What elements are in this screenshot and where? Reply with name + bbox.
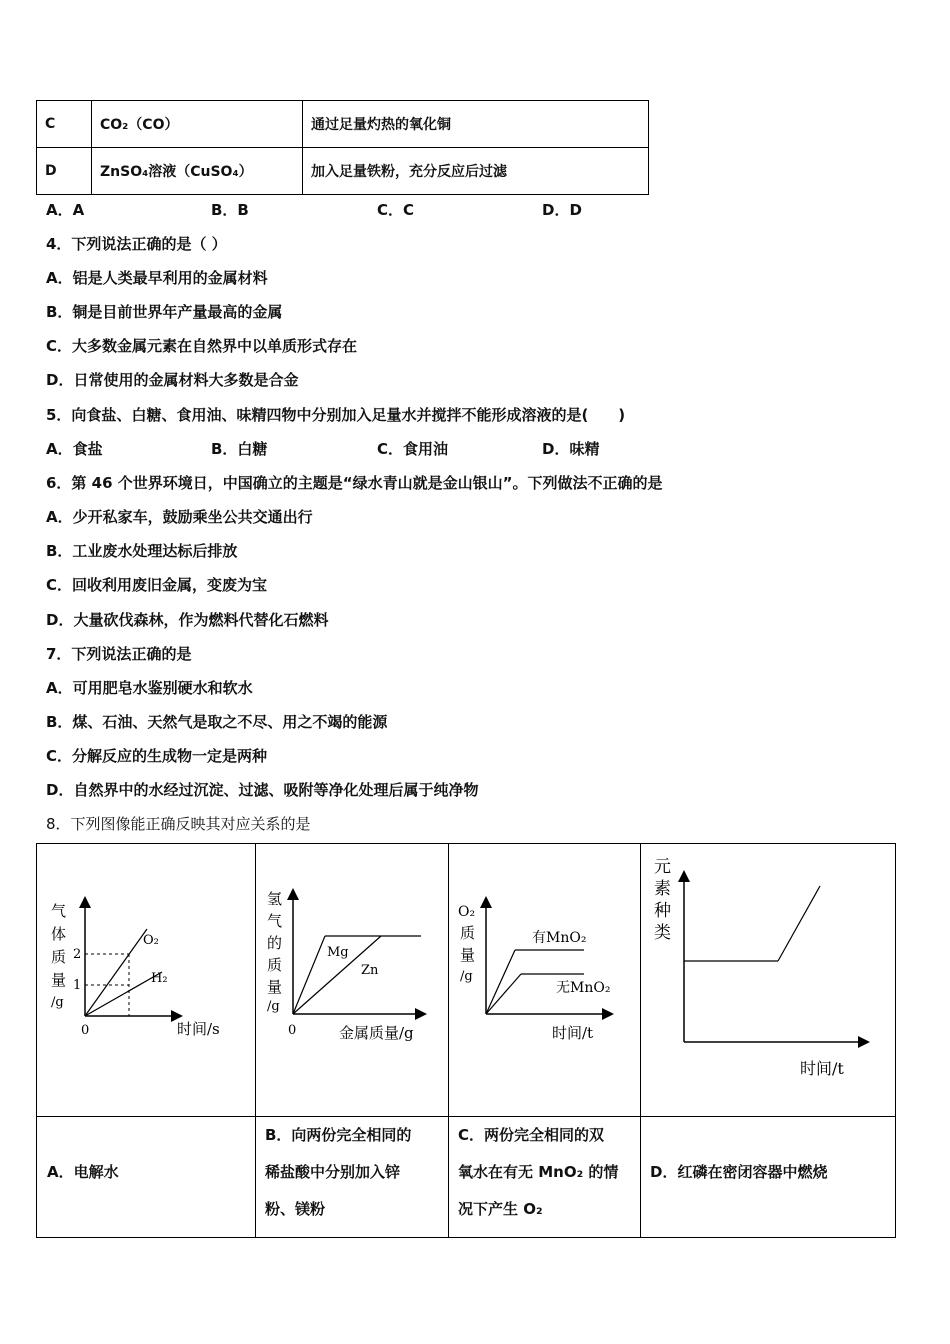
graph-a-ylabel: 量 [51,971,67,989]
q3-option-c: C．C [377,201,415,219]
graph-c-series-with-mno2: 有MnO₂ [532,930,587,946]
q4-option-c: C．大多数金属元素在自然界中以单质形式存在 [46,337,358,355]
q5-option-b: B．白糖 [211,440,268,458]
graph-a-yunit: /g [51,995,64,1010]
q5-stem: 5．向食盐、白糖、食用油、味精四物中分别加入足量水并搅拌不能形成溶液的是( ) [46,406,626,424]
table-row [37,101,649,148]
graph-c-ylabel: 质 [460,924,476,942]
q4-option-a: A．铝是人类最早利用的金属材料 [46,269,268,287]
graph-b-ylabel: 的 [267,934,283,952]
q3-option-d: D．D [542,201,582,219]
q5-option-c: C．食用油 [377,440,449,458]
graph-a-series-h2: H₂ [151,971,168,986]
graph-d-ylabel: 种 [654,901,671,921]
row-substance: CO₂（CO） [92,101,303,148]
q7-option-d: D．自然界中的水经过沉淀、过滤、吸附等净化处理后属于纯净物 [46,781,479,799]
graph-c-ylabel: 量 [460,946,476,964]
q4-option-d: D．日常使用的金属材料大多数是合金 [46,371,299,389]
row-label: C [37,101,92,148]
graph-a-tick: 1 [73,978,82,993]
caption-d: D．红磷在密闭容器中燃烧 [650,1163,828,1181]
graph-b-ylabel: 氢 [267,890,283,908]
graph-d [640,844,895,1116]
graph-a-origin: 0 [81,1023,90,1038]
graph-b-ylabel: 量 [267,978,283,996]
graph-a-ylabel: 气 [51,902,67,920]
q7-option-a: A．可用肥皂水鉴别硬水和软水 [46,679,253,697]
graph-d-xlabel: 时间/t [800,1059,844,1078]
q5-option-a: A．食盐 [46,440,103,458]
graph-c-xlabel: 时间/t [552,1024,594,1042]
q3-option-a: A．A [46,201,85,219]
graph-d-ylabel: 素 [654,879,671,899]
graph-d-ylabel: 类 [654,923,671,943]
q6-option-c: C．回收利用废旧金属，变废为宝 [46,576,268,594]
row-substance: ZnSO₄溶液（CuSO₄） [92,148,303,195]
q7-option-c: C．分解反应的生成物一定是两种 [46,747,268,765]
graph-a-xlabel: 时间/s [177,1020,220,1038]
caption-c: C．两份完全相同的双 氧水在有无 MnO₂ 的情 况下产生 O₂ [458,1126,619,1218]
caption-b: B．向两份完全相同的 稀盐酸中分别加入锌 粉、镁粉 [265,1126,412,1218]
graph-b-xlabel: 金属质量/g [339,1024,414,1042]
q6-option-a: A．少开私家车，鼓励乘坐公共交通出行 [46,508,313,526]
q6-stem: 6．第 46 个世界环境日，中国确立的主题是“绿水青山就是金山银山”。下列做法不正确的是 [46,474,663,492]
q6-option-b: B．工业废水处理达标后排放 [46,542,238,560]
graph-b-origin: 0 [288,1023,297,1038]
q7-stem: 7．下列说法正确的是 [46,645,192,663]
graph-c-ylabel-o2: O₂ [458,904,476,920]
graph-a-ylabel: 质 [51,948,67,966]
graph-c-series-without-mno2: 无MnO₂ [556,980,611,996]
graph-b-series-mg: Mg [327,945,349,960]
caption-a: A．电解水 [47,1163,119,1181]
q5-option-d: D．味精 [542,440,600,458]
row-method: 通过足量灼热的氧化铜 [303,101,649,148]
row-method: 加入足量铁粉，充分反应后过滤 [303,148,649,195]
q4-option-b: B．铜是目前世界年产量最高的金属 [46,303,283,321]
row-label: D [37,148,92,195]
q8-figure-grid [36,843,896,1238]
graph-c-yunit: /g [460,969,473,984]
graph-b-ylabel: 质 [267,956,283,974]
graph-a-series-o2: O₂ [143,933,159,948]
graph-a [37,844,255,1116]
q8-stem: 8．下列图像能正确反映其对应关系的是 [46,815,311,833]
options-table [36,100,649,195]
graph-b-ylabel: 气 [267,912,283,930]
q7-option-b: B．煤、石油、天然气是取之不尽、用之不竭的能源 [46,713,388,731]
graph-c [448,844,640,1116]
q6-option-d: D．大量砍伐森林，作为燃料代替化石燃料 [46,611,329,629]
q3-option-b: B．B [211,201,249,219]
graph-d-ylabel: 元 [654,857,671,877]
graph-b-yunit: /g [267,999,280,1014]
graph-a-ylabel: 体 [51,925,67,943]
graph-b [255,844,448,1116]
graph-b-series-zn: Zn [361,963,379,978]
table-row [37,148,649,195]
q4-stem: 4．下列说法正确的是（ ） [46,235,227,253]
graph-a-tick: 2 [73,947,82,962]
